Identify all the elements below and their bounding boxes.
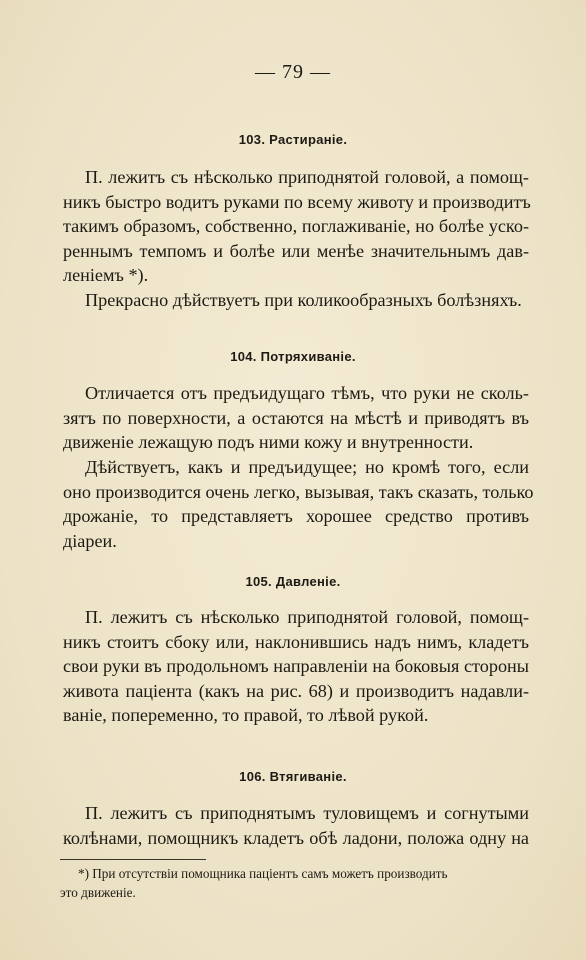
text-line: леніемъ *). [63, 265, 149, 285]
section-heading-104: 104. Потряхиваніе. [230, 349, 356, 364]
text-line: движеніе лежащую подъ ними кожу и внутренности. [63, 432, 474, 452]
text-line: зятъ по поверхности, а остаются на мѣстѣ и приводятъ въ [63, 407, 529, 428]
text-line: Дѣйствуетъ, какъ и предъидущее; но кромѣ того, если [85, 457, 529, 477]
paragraph-104-2 [63, 455, 534, 553]
page-number: — 79 — [255, 61, 331, 83]
text-line: свои руки въ продольномъ направленіи на боковыя стороны [63, 656, 529, 676]
text-line: никъ быстро водитъ руками по всему животу и производитъ [63, 191, 531, 212]
text-line: реннымъ темпомъ и болѣе или менѣе значительнымъ дав- [63, 240, 529, 261]
text-line: такимъ образомъ, собственно, поглаживаніе, но болѣе уско- [63, 216, 529, 236]
paragraph-105-1 [63, 605, 529, 728]
text-line: ваніе, попеременно, то правой, то лѣвой рукой. [63, 705, 429, 725]
paragraph-106-1 [63, 801, 529, 850]
footnote-line: это движеніе. [60, 885, 136, 900]
text-line: никъ стоитъ сбоку или, наклонившись надъ нимъ, кладетъ [63, 631, 529, 652]
text-line: оно производится очень легко, вызывая, такъ сказать, только [63, 481, 534, 502]
text-line: дрожаніе, то представляетъ хорошее средство противъ [63, 506, 529, 526]
section-heading-106: 106. Втягиваніе. [239, 769, 347, 784]
text-line: діареи. [63, 530, 117, 551]
text-line: живота паціента (какъ на рис. 68) и производитъ надавли- [63, 680, 529, 701]
paragraph-104-1 [63, 381, 529, 455]
footnote [60, 864, 528, 902]
paragraph-103-1 [63, 165, 529, 288]
text-line: колѣнами, помощникъ кладетъ обѣ ладони, положа одну на [63, 827, 529, 848]
text-line: П. лежитъ съ нѣсколько приподнятой головой, а помощ- [85, 167, 529, 187]
section-heading-103: 103. Растираніе. [238, 132, 348, 147]
paragraph-103-2 [63, 288, 529, 313]
text-line: Прекрасно дѣйствуетъ при коликообразныхъ болѣзняхъ. [85, 290, 522, 310]
footnote-divider [60, 859, 206, 860]
text-line: П. лежитъ съ приподнятымъ туловищемъ и согнутыми [85, 803, 529, 823]
text-line: Отличается отъ предъидущаго тѣмъ, что руки не сколь- [85, 383, 529, 403]
section-heading-105: 105. Давленіе. [245, 574, 341, 589]
text-line: П. лежитъ съ нѣсколько приподнятой головой, помощ- [85, 607, 529, 627]
footnote-line: *) При отсутствіи помощника паціентъ самъ можетъ производить [78, 866, 448, 881]
